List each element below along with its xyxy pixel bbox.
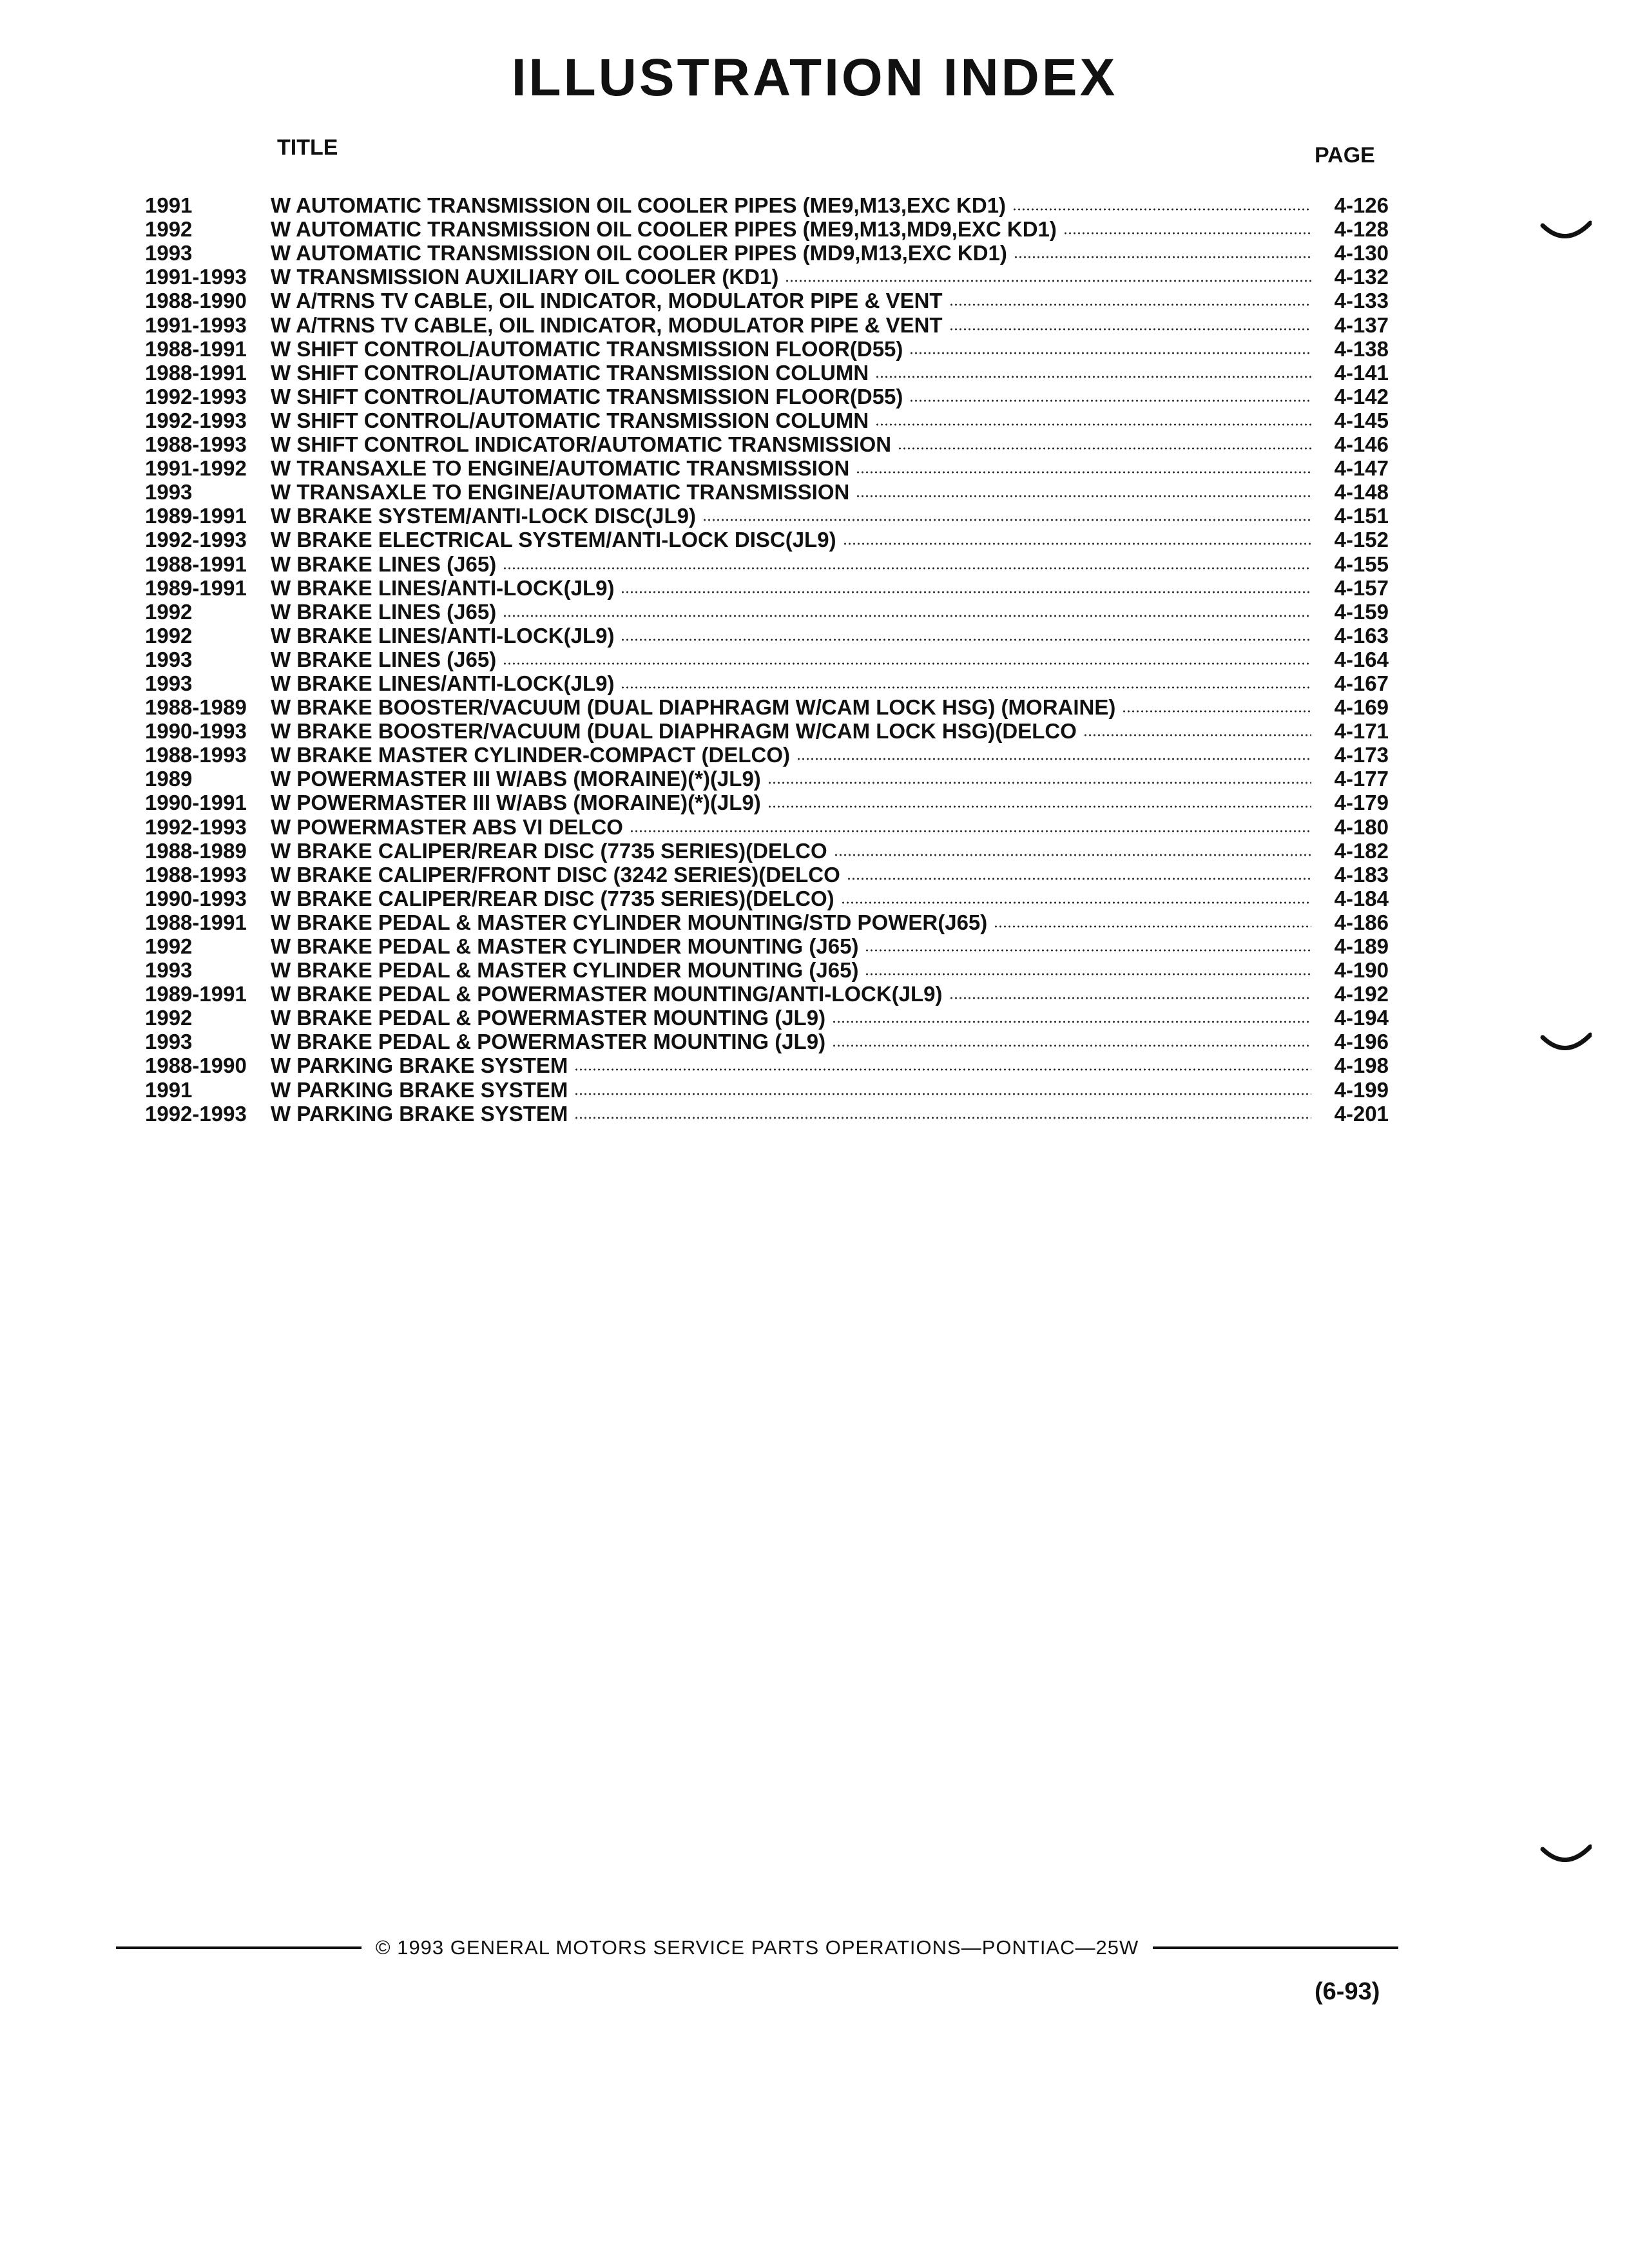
entry-page: 4-163 [1334, 623, 1389, 648]
entry-years: 1992-1993 [145, 528, 247, 552]
dot-leader [503, 614, 1311, 618]
entry-years: 1992-1993 [145, 408, 247, 432]
index-entry [145, 337, 1389, 361]
entry-title: W A/TRNS TV CABLE, OIL INDICATOR, MODULATOR PIPE & VENT [271, 312, 943, 337]
index-entry [145, 648, 1389, 671]
dot-leader [949, 996, 1311, 1000]
entry-title: W AUTOMATIC TRANSMISSION OIL COOLER PIPES (MD9,M13,EXC KD1) [271, 241, 1007, 265]
entry-page: 4-177 [1334, 767, 1389, 791]
entry-title: W SHIFT CONTROL/AUTOMATIC TRANSMISSION COLUMN [271, 360, 869, 385]
dot-leader [767, 781, 1311, 785]
dot-leader [898, 447, 1311, 450]
index-entry [145, 504, 1389, 528]
entry-years: 1988-1990 [145, 1053, 247, 1078]
entry-page: 4-190 [1334, 958, 1389, 983]
entry-page: 4-151 [1334, 504, 1389, 528]
dot-leader [767, 805, 1311, 809]
entry-page: 4-189 [1334, 934, 1389, 958]
entry-title: W POWERMASTER III W/ABS (MORAINE)(*)(JL9) [271, 791, 761, 815]
dot-leader [574, 1068, 1311, 1072]
dot-leader [630, 829, 1311, 833]
dot-leader [1122, 709, 1311, 713]
entry-title: W BRAKE PEDAL & MASTER CYLINDER MOUNTING/STD POWER(J65) [271, 910, 988, 934]
index-entry [145, 814, 1389, 838]
entry-page: 4-159 [1334, 599, 1389, 624]
entry-page: 4-199 [1334, 1077, 1389, 1102]
index-entry [145, 1053, 1389, 1077]
index-entry [145, 432, 1389, 456]
dot-leader [1012, 207, 1311, 211]
index-entry [145, 1006, 1389, 1030]
entry-title: W BRAKE CALIPER/FRONT DISC (3242 SERIES)(DELCO [271, 862, 840, 887]
entry-years: 1988-1991 [145, 336, 247, 361]
index-entry [145, 1077, 1389, 1101]
entry-page: 4-198 [1334, 1053, 1389, 1078]
entry-page: 4-141 [1334, 360, 1389, 385]
dot-leader [1014, 255, 1311, 259]
index-entry [145, 1102, 1389, 1126]
dot-leader [949, 327, 1311, 331]
dot-leader [503, 662, 1311, 666]
index-entry [145, 1030, 1389, 1053]
index-entry [145, 767, 1389, 791]
dot-leader [856, 470, 1311, 474]
dot-leader [909, 351, 1311, 355]
entry-years: 1991 [145, 193, 193, 218]
index-entry [145, 719, 1389, 743]
index-entry [145, 408, 1389, 432]
entry-title: W TRANSMISSION AUXILIARY OIL COOLER (KD1) [271, 265, 779, 289]
index-entry [145, 361, 1389, 385]
footer-rule-right [1153, 1946, 1398, 1949]
entry-years: 1992 [145, 599, 193, 624]
entry-page: 4-157 [1334, 575, 1389, 600]
binder-ring-mark-icon [1540, 219, 1592, 245]
entry-title: W BRAKE CALIPER/REAR DISC (7735 SERIES)(DELCO [271, 838, 827, 863]
index-entry [145, 480, 1389, 504]
entry-page: 4-152 [1334, 528, 1389, 552]
index-entry [145, 193, 1389, 217]
entry-title: W BRAKE PEDAL & MASTER CYLINDER MOUNTING (J65) [271, 934, 859, 958]
index-entry [145, 528, 1389, 552]
index-entry [145, 600, 1389, 624]
index-entry [145, 839, 1389, 863]
entry-years: 1993 [145, 958, 193, 983]
index-entry [145, 743, 1389, 767]
dot-leader [865, 948, 1311, 952]
entry-years: 1991-1993 [145, 312, 247, 337]
dot-leader [621, 686, 1311, 689]
entry-page: 4-146 [1334, 432, 1389, 457]
dot-leader [785, 279, 1311, 283]
entry-page: 4-184 [1334, 886, 1389, 910]
entry-years: 1988-1993 [145, 432, 247, 457]
entry-page: 4-179 [1334, 791, 1389, 815]
entry-years: 1989-1991 [145, 982, 247, 1006]
entry-title: W BRAKE LINES (J65) [271, 647, 497, 671]
dot-leader [875, 423, 1311, 427]
title-column-header: TITLE [277, 135, 338, 160]
entry-years: 1992-1993 [145, 384, 247, 408]
index-entry [145, 934, 1389, 958]
dot-leader [994, 925, 1311, 928]
dot-leader [796, 757, 1311, 761]
dot-leader [847, 877, 1311, 881]
entry-page: 4-138 [1334, 336, 1389, 361]
dot-leader [574, 1092, 1311, 1096]
entry-years: 1988-1989 [145, 695, 247, 720]
entry-title: W SHIFT CONTROL/AUTOMATIC TRANSMISSION FLOOR(D55) [271, 336, 903, 361]
copyright-text: © 1993 GENERAL MOTORS SERVICE PARTS OPERATIONS—PONTIAC—25W [375, 1936, 1139, 1959]
page-column-header: PAGE [1315, 143, 1375, 168]
entry-years: 1989-1991 [145, 504, 247, 528]
entry-title: W PARKING BRAKE SYSTEM [271, 1077, 568, 1102]
entry-years: 1989 [145, 767, 193, 791]
entry-page: 4-171 [1334, 719, 1389, 744]
entry-title: W BRAKE CALIPER/REAR DISC (7735 SERIES)(DELCO) [271, 886, 834, 910]
entry-years: 1992-1993 [145, 814, 247, 839]
entry-years: 1993 [145, 241, 193, 265]
index-entry [145, 695, 1389, 719]
index-entry [145, 576, 1389, 600]
entry-title: W A/TRNS TV CABLE, OIL INDICATOR, MODULATOR PIPE & VENT [271, 289, 943, 313]
index-entry [145, 910, 1389, 934]
entry-years: 1991 [145, 1077, 193, 1102]
entry-years: 1992 [145, 623, 193, 648]
entry-years: 1992 [145, 934, 193, 958]
entry-title: W TRANSAXLE TO ENGINE/AUTOMATIC TRANSMISSION [271, 456, 850, 481]
date-code: (6-93) [1315, 1978, 1380, 2005]
entry-years: 1990-1991 [145, 791, 247, 815]
entry-page: 4-183 [1334, 862, 1389, 887]
dot-leader [834, 853, 1311, 857]
dot-leader [949, 303, 1311, 307]
entry-years: 1993 [145, 671, 193, 695]
entry-title: W SHIFT CONTROL/AUTOMATIC TRANSMISSION FLOOR(D55) [271, 384, 903, 408]
entry-title: W PARKING BRAKE SYSTEM [271, 1101, 568, 1126]
entry-page: 4-147 [1334, 456, 1389, 481]
index-entry [145, 456, 1389, 480]
entry-title: W BRAKE MASTER CYLINDER-COMPACT (DELCO) [271, 743, 791, 767]
entry-page: 4-128 [1334, 217, 1389, 242]
entry-page: 4-201 [1334, 1101, 1389, 1126]
entry-years: 1988-1991 [145, 910, 247, 934]
entry-years: 1988-1991 [145, 360, 247, 385]
index-entry [145, 671, 1389, 695]
entry-title: W SHIFT CONTROL INDICATOR/AUTOMATIC TRANSMISSION [271, 432, 892, 457]
entry-title: W BRAKE SYSTEM/ANTI-LOCK DISC(JL9) [271, 504, 696, 528]
index-entry [145, 312, 1389, 336]
entry-page: 4-137 [1334, 312, 1389, 337]
binder-ring-mark-icon [1540, 1843, 1592, 1869]
index-entry [145, 217, 1389, 241]
dot-leader [843, 542, 1311, 546]
entry-years: 1990-1993 [145, 719, 247, 744]
entry-years: 1991-1993 [145, 265, 247, 289]
entry-years: 1990-1993 [145, 886, 247, 910]
entry-title: W BRAKE LINES/ANTI-LOCK(JL9) [271, 623, 615, 648]
index-entry [145, 241, 1389, 265]
entry-years: 1988-1991 [145, 552, 247, 576]
index-entry [145, 265, 1389, 289]
dot-leader [875, 375, 1311, 379]
entry-title: W BRAKE LINES/ANTI-LOCK(JL9) [271, 671, 615, 695]
page-title: ILLUSTRATION INDEX [511, 48, 1118, 107]
entry-page: 4-133 [1334, 289, 1389, 313]
entry-years: 1993 [145, 1030, 193, 1054]
entry-years: 1993 [145, 480, 193, 505]
entry-title: W AUTOMATIC TRANSMISSION OIL COOLER PIPES (ME9,M13,EXC KD1) [271, 193, 1007, 218]
entry-title: W BRAKE ELECTRICAL SYSTEM/ANTI-LOCK DISC(JL9) [271, 528, 836, 552]
entry-years: 1989-1991 [145, 575, 247, 600]
entry-years: 1992 [145, 1006, 193, 1030]
entry-page: 4-155 [1334, 552, 1389, 576]
entry-page: 4-196 [1334, 1030, 1389, 1054]
dot-leader [832, 1044, 1311, 1048]
entry-title: W BRAKE LINES (J65) [271, 599, 497, 624]
dot-leader [503, 566, 1311, 570]
entry-years: 1988-1990 [145, 289, 247, 313]
entry-page: 4-167 [1334, 671, 1389, 695]
entry-title: W BRAKE LINES (J65) [271, 552, 497, 576]
page-footer [116, 1936, 1398, 1959]
entry-page: 4-169 [1334, 695, 1389, 720]
index-entry [145, 624, 1389, 648]
entry-years: 1988-1993 [145, 862, 247, 887]
dot-leader [909, 399, 1311, 403]
entry-title: W POWERMASTER III W/ABS (MORAINE)(*)(JL9) [271, 767, 761, 791]
binder-ring-mark-icon [1540, 1031, 1592, 1057]
dot-leader [621, 590, 1311, 594]
entry-title: W BRAKE PEDAL & POWERMASTER MOUNTING (JL9) [271, 1030, 826, 1054]
entry-page: 4-186 [1334, 910, 1389, 934]
entry-title: W BRAKE PEDAL & POWERMASTER MOUNTING/ANTI-LOCK(JL9) [271, 982, 943, 1006]
dot-leader [865, 972, 1311, 976]
footer-rule-left [116, 1946, 361, 1949]
entry-page: 4-180 [1334, 814, 1389, 839]
entry-page: 4-126 [1334, 193, 1389, 218]
entry-page: 4-130 [1334, 241, 1389, 265]
entry-title: W BRAKE LINES/ANTI-LOCK(JL9) [271, 575, 615, 600]
index-entry [145, 863, 1389, 887]
entry-title: W BRAKE BOOSTER/VACUUM (DUAL DIAPHRAGM W/CAM LOCK HSG) (MORAINE) [271, 695, 1116, 720]
entry-page: 4-142 [1334, 384, 1389, 408]
entry-title: W BRAKE PEDAL & POWERMASTER MOUNTING (JL9) [271, 1006, 826, 1030]
entry-page: 4-194 [1334, 1006, 1389, 1030]
entry-page: 4-145 [1334, 408, 1389, 432]
index-entry [145, 887, 1389, 910]
entry-title: W BRAKE BOOSTER/VACUUM (DUAL DIAPHRAGM W/CAM LOCK HSG)(DELCO [271, 719, 1077, 744]
entry-title: W POWERMASTER ABS VI DELCO [271, 814, 623, 839]
entry-years: 1992-1993 [145, 1101, 247, 1126]
dot-leader [621, 638, 1311, 642]
dot-leader [574, 1116, 1311, 1120]
entry-page: 4-182 [1334, 838, 1389, 863]
entry-years: 1992 [145, 217, 193, 242]
index-entry [145, 982, 1389, 1006]
dot-leader [841, 901, 1311, 905]
entry-page: 4-192 [1334, 982, 1389, 1006]
index-entry [145, 289, 1389, 312]
dot-leader [1063, 231, 1311, 235]
illustration-index-list [145, 193, 1389, 1126]
index-entry [145, 958, 1389, 982]
index-entry [145, 385, 1389, 408]
dot-leader [856, 494, 1311, 498]
dot-leader [1083, 733, 1311, 737]
entry-years: 1988-1989 [145, 838, 247, 863]
entry-page: 4-148 [1334, 480, 1389, 505]
entry-title: W TRANSAXLE TO ENGINE/AUTOMATIC TRANSMISSION [271, 480, 850, 505]
entry-page: 4-132 [1334, 265, 1389, 289]
entry-title: W BRAKE PEDAL & MASTER CYLINDER MOUNTING (J65) [271, 958, 859, 983]
entry-title: W SHIFT CONTROL/AUTOMATIC TRANSMISSION COLUMN [271, 408, 869, 432]
entry-title: W PARKING BRAKE SYSTEM [271, 1053, 568, 1078]
index-entry [145, 552, 1389, 575]
entry-page: 4-173 [1334, 743, 1389, 767]
index-entry [145, 791, 1389, 814]
entry-title: W AUTOMATIC TRANSMISSION OIL COOLER PIPES (ME9,M13,MD9,EXC KD1) [271, 217, 1057, 242]
entry-years: 1991-1992 [145, 456, 247, 481]
entry-years: 1993 [145, 647, 193, 671]
dot-leader [832, 1020, 1311, 1024]
dot-leader [702, 518, 1311, 522]
entry-page: 4-164 [1334, 647, 1389, 671]
entry-years: 1988-1993 [145, 743, 247, 767]
